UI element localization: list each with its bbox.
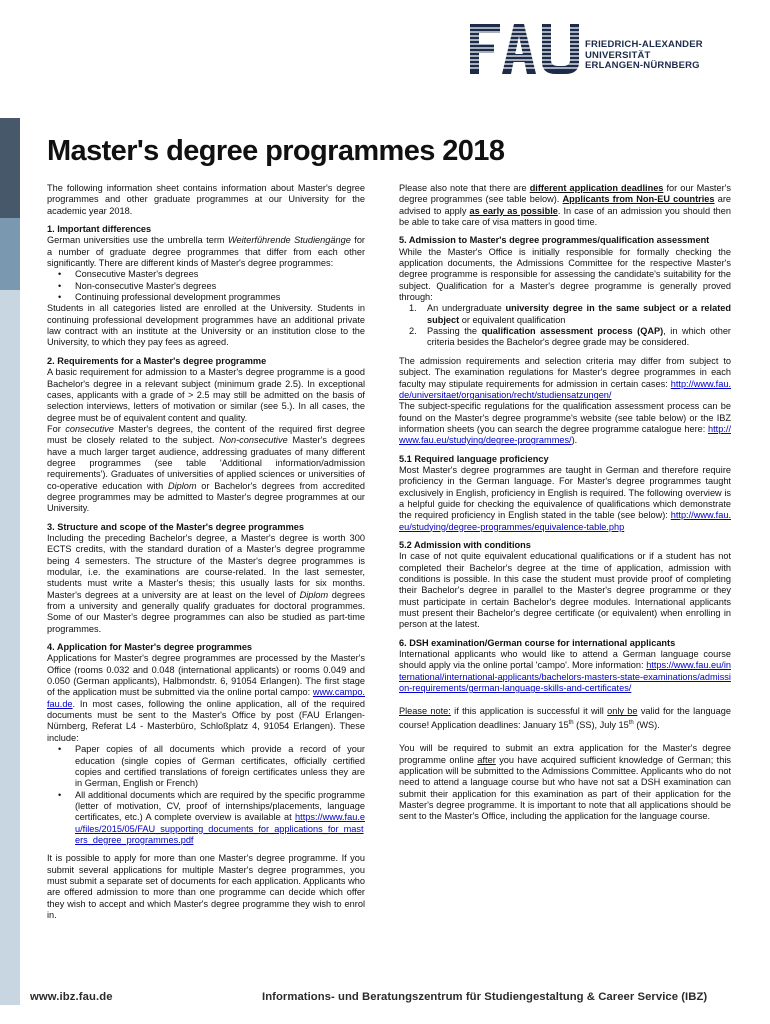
- right-column: [399, 183, 731, 830]
- footer-institution: Informations- und Beratungszentrum für Studiengestaltung & Career Service (IBZ): [262, 991, 708, 1003]
- text-span: The admission requirements and selection criteria may differ from subject to subject. The examination regulations for Master's degree programmes in each faculty may stipulate requirements for admission in certain cases:: [399, 355, 731, 389]
- term-italic: Diplom: [299, 589, 329, 600]
- section-6-paragraph-3: [399, 743, 731, 822]
- fau-logo-letters-graphic: [470, 22, 582, 78]
- text-span: for our Master's degree programmes (see table below).: [399, 183, 732, 205]
- section-6-note: [399, 706, 731, 731]
- list-item: • Paper copies of all documents which provide a record of your education (single copies of German certificates, officially certified copies and certified translations of foreign certificates unless they are in German, English or French): [75, 744, 365, 789]
- section-6-paragraph-1: [399, 649, 731, 694]
- list-item: [409, 303, 731, 326]
- section-3-heading: 3. Structure and scope of the Master's degree programmes: [47, 521, 304, 532]
- page-title: Master's degree programmes 2018: [47, 135, 505, 167]
- list-item: • Non-consecutive Master's degrees: [75, 281, 365, 292]
- term-italic: Non-consecutive: [219, 435, 288, 446]
- logo-line-1: FRIEDRICH-ALEXANDER: [585, 39, 703, 50]
- text-span: Applications for Master's degree programmes are processed by the Master's Office (rooms 0.032 and 0.048 (international applicants) or rooms 0.049 and 0.050 (German applicants), Halbmondstr. 6, 91054 Erlangen). The first stage of the application must be submitted via the online portal campo:: [47, 653, 365, 698]
- section-2-heading: 2. Requirements for a Master's degree programme: [47, 355, 267, 366]
- list-item: • Continuing professional development programmes: [75, 292, 365, 303]
- emphasis-text: Applicants from Non-EU countries: [562, 194, 715, 205]
- section-5-1-heading: 5.1 Required language proficiency: [399, 453, 549, 464]
- left-column: [47, 183, 365, 928]
- list-item: [409, 326, 731, 349]
- logo-line-2: UNIVERSITÄT: [585, 49, 651, 61]
- text-span: (WS).: [633, 719, 660, 730]
- section-5-paragraph-2: [399, 356, 731, 401]
- degree-programmes-link[interactable]: http://www.fau.eu/studying/degree-programmes/: [399, 423, 731, 446]
- text-span: if this application is successful it will: [450, 706, 608, 717]
- logo-line-3: ERLANGEN-NÜRNBERG: [585, 60, 700, 71]
- campo-link[interactable]: www.campo.fau.de: [47, 687, 365, 709]
- emphasis-text: university degree in the same subject or a related subject: [427, 303, 731, 325]
- section-6-heading: 6. DSH examination/German course for international applicants: [399, 637, 676, 648]
- side-band-dark: [0, 118, 20, 218]
- footer-website[interactable]: www.ibz.fau.de: [30, 991, 113, 1003]
- emphasis-text: qualification assessment process (QAP): [481, 326, 664, 337]
- section-5-2-paragraph: In case of not quite equivalent educational qualifications or if a student has not completed their Bachelor's degree at the time of application, admission with conditions is possible. In this case the student must provide proof of completing their Bachelor's degree in parallel to the Master's degree programme or they must participate in certain Bachelor's degree modules. International applicants must present their Bachelor's degree certificate (or equivalent) when enrolling in person at the latest.: [399, 551, 731, 630]
- list-number: 2.: [409, 326, 417, 337]
- emphasis-text: different application deadlines: [529, 183, 664, 193]
- section-3-paragraph: [47, 533, 365, 635]
- text-span: An undergraduate: [427, 303, 506, 314]
- section-4-paragraph-1: [47, 653, 365, 744]
- side-band-light: [0, 290, 20, 1005]
- text-span: Master's degrees have a much larger target audience, addressing graduates of many different degree programmes (see table 'Additional information/admission requirements'). Graduates of universities of applied sciences or universities of co-operative education with: [47, 435, 365, 491]
- text-span: valid for the language course! Application deadlines: January 15: [399, 706, 731, 730]
- study-regulations-link[interactable]: http://www.fau.de/universitaet/organisation/recht/studiensatzungen/: [399, 378, 731, 400]
- text-span: . In most cases, following the online application, all of the required documents must be sent to the Master's Office by post (FAU Erlangen-Nürnberg, Referat L4 - Masterbüro, Schloßplatz 4, 91054 Erlangen). These include:: [47, 698, 365, 743]
- underlined-text: only be: [607, 706, 638, 717]
- term-italic: Diplom: [167, 480, 197, 491]
- intro-paragraph: The following information sheet contains information about Master's degree programmes and other graduate programmes at our University for the academic year 2018.: [47, 183, 365, 216]
- list-number: 1.: [409, 303, 417, 314]
- term-italic: Weiterführende Studiengänge: [228, 235, 351, 246]
- text-span: for a number of graduate degree programmes that differ from each other significantly. There are different kinds of Master's degree programmes:: [47, 235, 365, 269]
- qualification-list: [399, 303, 731, 348]
- equivalence-table-link[interactable]: http://www.fau.eu/studying/degree-programmes/equivalence-table.php: [399, 510, 731, 532]
- section-2-paragraph-1: A basic requirement for admission to a Master's degree programme is a good Bachelor's degree in a relevant subject (minimum grade 2.5). In exceptional cases, applicants with a grade of > 2.5 may still be admitted on the basis of selection interviews, letters of motivation or similar (see 5.). In all cases, the degree must be of equivalent content and quality.: [47, 367, 365, 423]
- section-1-paragraph: [47, 235, 365, 269]
- fau-logo: [470, 22, 740, 78]
- text-span: Most Master's degree programmes are taught in German and therefore require proficiency in the German language. For Master's degree programmes taught exclusively in English, proficiency in English is required. The following overview is a helpful guide for checking the equivalence of qualifications which demonstrate the required proficiency in English stated in the table (see below):: [399, 464, 731, 521]
- list-item: [75, 790, 365, 847]
- text-span: For: [47, 423, 66, 434]
- section-5-1-paragraph: [399, 465, 731, 533]
- section-2-paragraph-2: [47, 424, 365, 515]
- programme-types-list: [47, 269, 365, 303]
- note-label: Please note:: [399, 706, 451, 717]
- emphasis-text: as early as possible: [469, 205, 558, 216]
- text-span: German universities use the umbrella term: [47, 235, 229, 246]
- logo-university-name: [585, 40, 703, 72]
- section-5-2-heading: 5.2 Admission with conditions: [399, 539, 531, 550]
- text-span: . In case of an admission you should then be able to take care of visa matters in good time.: [399, 205, 732, 228]
- text-span: Master's degrees, the content of the required first degree must be closely related to the subject.: [47, 423, 365, 446]
- section-4-paragraph-2: It is possible to apply for more than one Master's degree programme. If you submit several applications for multiple Master's degree programmes, you must submit a separate set of documents for each application. Applicants who are offered admission to more than one programme can decide which offer they wish to accept and which Master's degree programme they wish to enrol in.: [47, 853, 365, 920]
- section-5-heading: 5. Admission to Master's degree programmes/qualification assessment: [399, 235, 710, 246]
- list-item: • Consecutive Master's degrees: [75, 269, 365, 280]
- required-documents-list: [47, 744, 365, 846]
- section-1-heading: 1. Important differences: [47, 224, 152, 235]
- supporting-documents-link[interactable]: https://www.fau.eu/files/2015/05/FAU_supporting_documents_for_applications_for_masters_degree_programmes.pdf: [75, 812, 365, 845]
- text-span: Please also note that there are: [399, 183, 530, 193]
- text-span: or equivalent qualification: [459, 314, 566, 325]
- deadlines-paragraph: [399, 183, 731, 228]
- text-span: , in which other criteria besides the Bachelor's degree grade may be considered.: [427, 326, 731, 348]
- text-span: or Bachelor's degrees from accredited degree programmes may be admitted to Master's degree programmes at our University.: [47, 480, 365, 514]
- text-span: All additional documents which are required by the specific programme (letter of motivation, CV, proof of internships/placements, language certificates, etc.) A complete overview is available at: [75, 789, 365, 823]
- superscript: th: [628, 719, 634, 726]
- section-1-paragraph-2: Students in all categories listed are enrolled at the University. Students in continuing professional development programmes have an additional private law contract with an institute at the University or an institution close to the University, to which they pay fees as agreed.: [47, 303, 365, 348]
- section-4-heading: 4. Application for Master's degree programmes: [47, 642, 253, 653]
- text-span: (SS), July 15: [573, 719, 629, 730]
- text-span: you have acquired sufficient knowledge of German; this application will be submitted to the Admissions Committee. Applicants who do not need to attend a language course but who have not sat a DSH examination can submit their application for this examination as part of their application for the Master's degree programme. It is important to note that all applications should be sent to the Master's Office, including the application for the language course.: [399, 754, 731, 822]
- text-span: degrees from a university and generally qualify graduates for doctoral programmes. Some of our Master's degree programmes can also be studied as part-time programmes.: [47, 589, 365, 634]
- text-span: ).: [571, 435, 578, 446]
- text-span: International applicants who would like to attend a German language course should apply via the online portal 'campo'. More information:: [399, 649, 731, 671]
- section-5-paragraph-1: While the Master's Office is initially responsible for formally checking the application documents, the Admissions Committee for the respective Master's degree programme is responsible for assessing the candidate's suitability for the subject. Qualification for a Master's degree programme is generally proved through:: [399, 246, 731, 303]
- term-italic: consecutive: [65, 423, 114, 434]
- text-span: are advised to apply: [399, 194, 731, 216]
- text-span: The subject-specific regulations for the qualification assessment process can be found on the Master's degree programme's website (see table below) or the IBZ information sheets (you can search the degree programme catalogue here:: [399, 401, 731, 434]
- text-span: Passing the: [427, 326, 482, 337]
- text-span: Including the preceding Bachelor's degree, a Master's degree is worth 300 ECTS credits, with the standard duration of a Master's degree programme being 4 semesters. The structure of the Master's degree programmes is modular, i.e. the examinations are course-related. In the last semester, students must write a Master's thesis; this usually lasts for six months. Master's degrees at a university are at least on the level of: [47, 532, 365, 600]
- side-band-mid: [0, 218, 20, 290]
- text-span: You will be required to submit an extra application for the Master's degree programme online: [399, 743, 731, 765]
- underlined-text: after: [477, 754, 496, 765]
- german-language-link[interactable]: https://www.fau.eu/international/international-applicants/bachelors-masters-state-examinations/admission-requirements/german-language-skills-and-certificates/: [399, 660, 731, 694]
- superscript: th: [568, 719, 574, 726]
- section-5-paragraph-3: [399, 401, 731, 446]
